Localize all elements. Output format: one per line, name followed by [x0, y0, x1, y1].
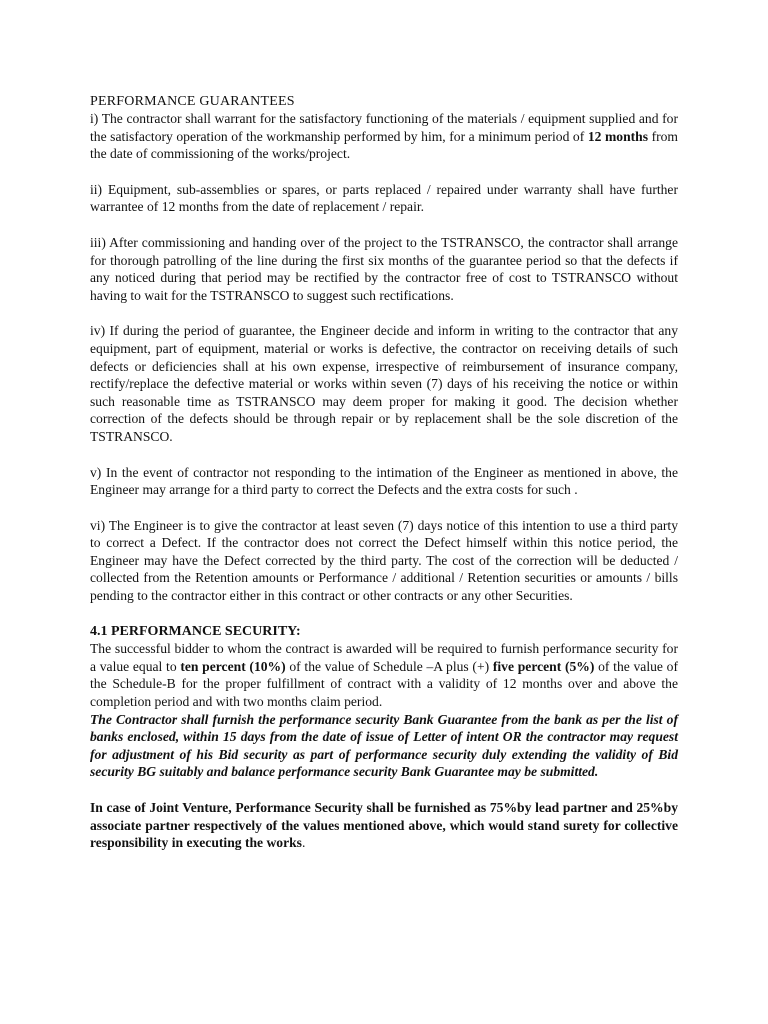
p7-text-c: of the value of Schedule –A plus (+) — [285, 658, 493, 674]
paragraph-joint-venture — [90, 799, 678, 852]
p9-bold-text: In case of Joint Venture, Performance Security shall be furnished as 75%by lead partner and 25%by associate partner respectively of the values mentioned above, which would stand surety for collective responsibility in executing the works — [90, 800, 678, 851]
paragraph-v: v) In the event of contractor not responding to the intimation of the Engineer as mentioned in above, the Engineer may arrange for a third party to correct the Defects and the extra costs for such . — [90, 464, 678, 498]
paragraph-i — [90, 110, 678, 163]
p7-text-e: of the value of the Schedule-B for the proper fulfillment of contract with a validity of 12 months over and above the completion period and with two months claim period. — [90, 658, 678, 710]
paragraph-ii: ii) Equipment, sub-assemblies or spares, or parts replaced / repaired under warranty shall have further warrantee of 12 months from the date of replacement / repair. — [90, 181, 678, 215]
p1-text-a: i) The contractor shall warrant for the satisfactory functioning of the materials / equipment supplied and for the satisfactory operation of the workmanship performed by him, for a minimum period of — [90, 111, 678, 144]
performance-security-title: 4.1 PERFORMANCE SECURITY: — [90, 623, 301, 639]
p7-bold-five-percent: five percent (5%) — [492, 658, 595, 674]
paragraph-security — [90, 640, 678, 710]
p7-text-a: The successful bidder to whom the contract is awarded will be required to furnish performance security for a value equal to — [90, 641, 678, 674]
p1-text-c: from the date of commissioning of the works/project. — [90, 128, 678, 162]
paragraph-iii: iii) After commissioning and handing over of the project to the TSTRANSCO, the contractor shall arrange for thorough patrolling of the line during the first six months of the guarantee period so that the defects if any noticed during that period may be rectified by the contractor free of cost to TSTRANSCO without having to wait for the TSTRANSCO to suggest such rectifications. — [90, 234, 678, 303]
paragraph-bank-guarantee: The Contractor shall furnish the performance security Bank Guarantee from the bank as per the list of banks enclosed, within 15 days from the date of issue of Letter of intent OR the contractor may request for adjustment of his Bid security as part of performance security duly extending the validity of Bid security BG suitably and balance performance security Bank Guarantee may be submitted. — [90, 711, 678, 780]
p1-bold-period: 12 months — [587, 128, 649, 144]
p9-period: . — [301, 835, 306, 851]
p7-bold-ten-percent: ten percent (10%) — [180, 658, 286, 674]
paragraph-vi: vi) The Engineer is to give the contractor at least seven (7) days notice of this intention to use a third party to correct a Defect. If the contractor does not correct the Defect himself within this notice period, the Engineer may have the Defect corrected by the third party. The cost of the correction will be deducted / collected from the Retention amounts or Performance / additional / Retention securities or amounts / bills pending to the contractor either in this contract or other contracts or any other Securities. — [90, 517, 678, 604]
paragraph-iv: iv) If during the period of guarantee, the Engineer decide and inform in writing to the contractor that any equipment, part of equipment, material or works is defective, the contractor on receiving details of such defects or deficiencies shall at his own expense, irrespective of reimbursement of insurance company, rectify/replace the defective material or works within seven (7) days of his receiving the notice or within such reasonable time as TSTRANSCO may deem proper for making it good. The decision whether correction of the defects should be through repair or by replacement shall be the sole discretion of the TSTRANSCO. — [90, 323, 678, 444]
section-heading: PERFORMANCE GUARANTEES — [90, 94, 295, 109]
